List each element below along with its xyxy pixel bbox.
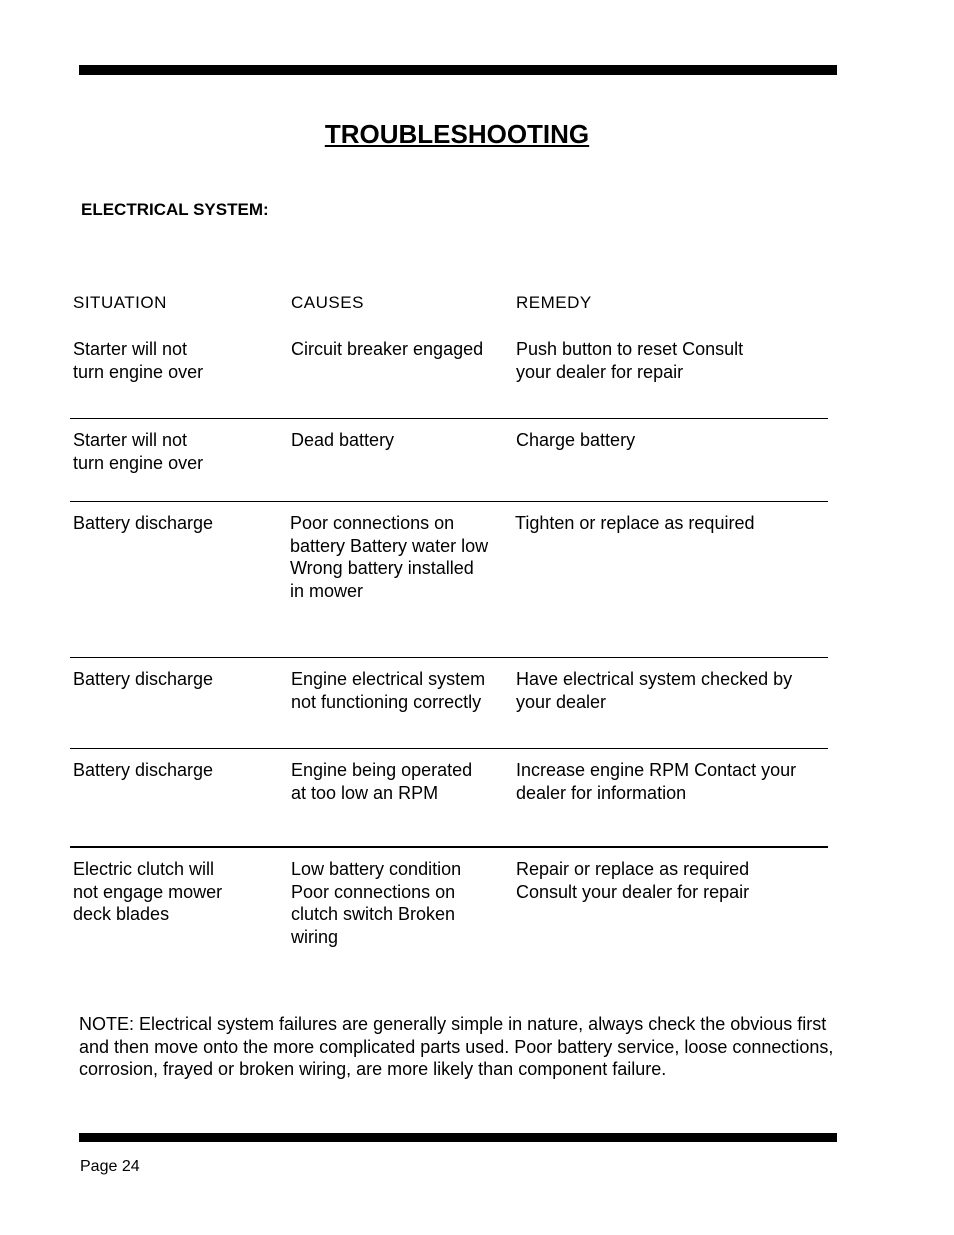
column-header-remedy: REMEDY — [516, 293, 592, 312]
causes-cell: Dead battery — [291, 430, 395, 450]
situation-cell: Battery discharge — [73, 669, 214, 689]
remedy-cell: Tighten or replace as required — [515, 513, 755, 533]
causes-cell: Poor connections on battery Battery water low Wrong battery installed in mower — [290, 513, 489, 601]
causes-cell: Engine electrical system not functioning correctly — [291, 669, 486, 712]
remedy-cell: Push button to reset Consult your dealer for repair — [516, 339, 744, 382]
table-row — [70, 748, 828, 803]
bottom-divider — [79, 1133, 837, 1142]
column-header-situation: SITUATION — [73, 293, 167, 312]
section-heading: ELECTRICAL SYSTEM: — [81, 200, 269, 219]
remedy-cell: Have electrical system checked by your dealer — [516, 669, 793, 712]
situation-cell: Battery discharge — [73, 513, 214, 533]
causes-cell: Circuit breaker engaged — [291, 339, 484, 359]
causes-cell: Low battery condition Poor connections on clutch switch Broken wiring — [291, 859, 462, 947]
table-row — [70, 501, 828, 601]
table-row — [70, 846, 828, 947]
situation-cell: Starter will not turn engine over — [73, 339, 204, 382]
remedy-cell: Increase engine RPM Contact your dealer for information — [516, 760, 797, 803]
remedy-cell: Repair or replace as required Consult your dealer for repair — [516, 859, 750, 902]
situation-cell: Electric clutch will not engage mower deck blades — [73, 859, 223, 924]
table-row — [70, 657, 828, 712]
page-title: TROUBLESHOOTING — [324, 119, 590, 149]
column-header-causes: CAUSES — [291, 293, 364, 312]
causes-cell: Engine being operated at too low an RPM — [291, 760, 473, 803]
remedy-cell: Charge battery — [516, 430, 636, 450]
page-number: Page 24 — [80, 1158, 140, 1175]
table-row — [70, 418, 828, 473]
situation-cell: Battery discharge — [73, 760, 214, 780]
note-paragraph: NOTE: Electrical system failures are generally simple in nature, always check the obvious first and then move onto the more complicated parts used. Poor battery service, loose connections, corrosion, frayed or broken wiring, are more likely than component failure. — [79, 1014, 834, 1079]
situation-cell: Starter will not turn engine over — [73, 430, 204, 473]
top-divider — [79, 65, 837, 75]
